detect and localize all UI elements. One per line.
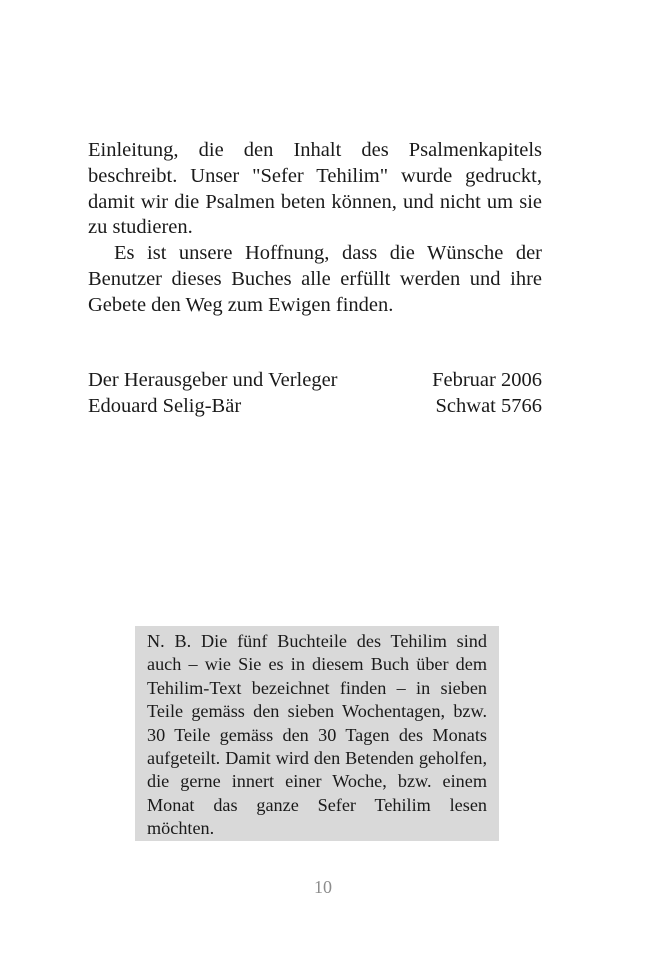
date-hebrew: Schwat 5766 (435, 395, 542, 417)
publisher-role: Der Herausgeber und Verleger (88, 369, 338, 391)
body-paragraph-1: Einleitung, die den Inhalt des Psalmenkapitels beschreibt. Unser "Sefer Tehilim" wurde gedruckt, damit wir die Psalmen beten können, und nicht um sie zu studieren. (88, 139, 542, 239)
signature-row-1 (88, 367, 542, 393)
body-text (88, 138, 542, 319)
signature-block (88, 367, 542, 419)
publisher-name: Edouard Selig-Bär (88, 395, 242, 417)
note-text: N. B. Die fünf Buchteile des Tehilim sind auch – wie Sie es in diesem Buch über dem Tehilim-Text bezeichnet finden – in sieben Teile gemäss den sieben Wochentagen, bzw. 30 Teile gemäss den 30 Tagen des Monats aufgeteilt. Damit wird den Betenden geholfen, die gerne innert einer Woche, bzw. einem Monat das ganze Sefer Tehilim lesen möchten. (147, 631, 487, 839)
date-gregorian: Februar 2006 (432, 369, 542, 391)
page-number: 10 (314, 877, 332, 897)
body-paragraph-2: Es ist unsere Hoffnung, dass die Wünsche der Benutzer dieses Buches alle erfüllt werden und ihre Gebete den Weg zum Ewigen finden. (88, 242, 542, 316)
note-box (135, 626, 499, 841)
signature-row-2 (88, 393, 542, 419)
